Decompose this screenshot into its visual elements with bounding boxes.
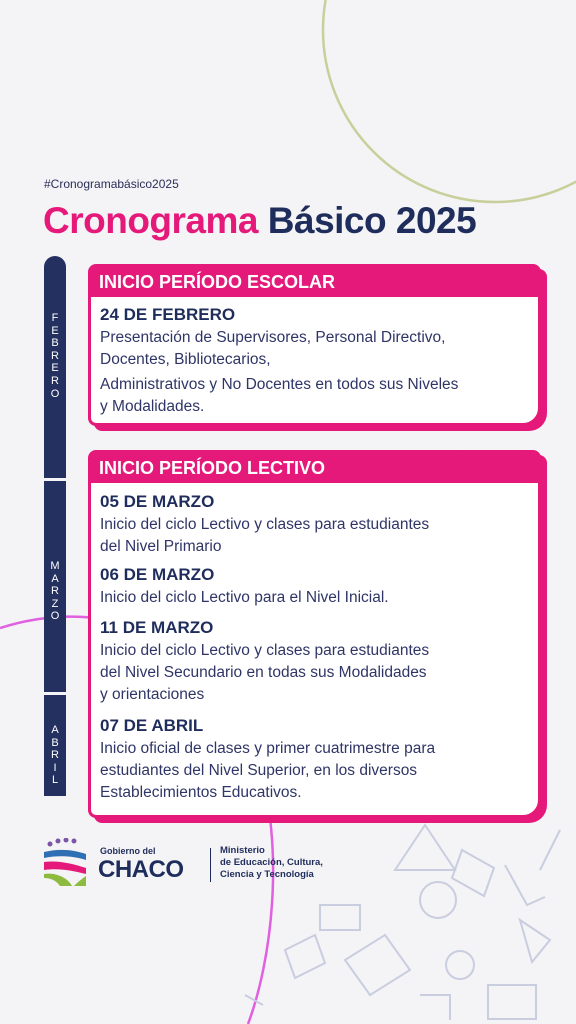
event-description-line: Presentación de Supervisores, Personal Directivo, xyxy=(100,329,446,346)
event-description xyxy=(100,640,429,706)
timeline-month-febrero: F E B R E R O xyxy=(50,312,60,400)
event-description xyxy=(100,327,458,418)
footer-separator xyxy=(210,848,211,882)
event-date: 07 DE ABRIL xyxy=(100,716,204,735)
event-description-line: Inicio del ciclo Lectivo para el Nivel Inicial. xyxy=(100,589,389,606)
event-description-line: del Nivel Secundario en todas sus Modalidades xyxy=(100,664,427,681)
month-timeline xyxy=(44,256,66,796)
ministry-name xyxy=(220,845,323,881)
timeline-divider xyxy=(44,692,66,695)
timeline-divider xyxy=(44,478,66,481)
event-description-line: Administrativos y No Docentes en todos sus Niveles xyxy=(100,376,459,393)
timeline-month-abril: A B R I L xyxy=(51,724,59,787)
event-description-line: Docentes, Bibliotecarios, xyxy=(100,351,271,368)
event-description xyxy=(100,738,435,804)
title-part-basico: Básico 2025 xyxy=(267,200,477,241)
ministry-line: Ministerio xyxy=(220,845,265,856)
event-description-line: Inicio del ciclo Lectivo y clases para estudiantes xyxy=(100,516,430,533)
event-description-line: y orientaciones xyxy=(100,686,205,703)
timeline-month-marzo: M A R Z O xyxy=(50,560,60,623)
event-date: 24 DE FEBRERO xyxy=(100,305,236,324)
event-description-line: Inicio del ciclo Lectivo y clases para estudiantes xyxy=(100,642,430,659)
event-date: 06 DE MARZO xyxy=(100,565,215,584)
event-description-line: y Modalidades. xyxy=(100,398,205,415)
chaco-wordmark: CHACO xyxy=(98,856,184,883)
title-part-cronograma: Cronograma xyxy=(43,200,258,241)
card-header: INICIO PERÍODO LECTIVO xyxy=(91,453,538,483)
event-date: 11 DE MARZO xyxy=(100,618,214,637)
event-description xyxy=(100,514,429,558)
event-description xyxy=(100,587,389,609)
hashtag: #Cronogramabásico2025 xyxy=(44,177,179,191)
page-title xyxy=(43,200,476,242)
event-date: 05 DE MARZO xyxy=(100,492,215,511)
ministry-line: de Educación, Cultura, xyxy=(220,857,323,868)
gobierno-label: Gobierno del xyxy=(100,846,156,856)
event-description-line: del Nivel Primario xyxy=(100,538,222,555)
olive-ring-decoration xyxy=(323,0,576,202)
event-description-line: Inicio oficial de clases y primer cuatrimestre para xyxy=(100,740,436,757)
chaco-logo-icon xyxy=(40,838,92,890)
card-periodo-escolar xyxy=(88,264,541,426)
event-description-line: Establecimientos Educativos. xyxy=(100,784,302,801)
ministry-line: Ciencia y Tecnología xyxy=(220,869,314,880)
event-description-line: estudiantes del Nivel Superior, en los diversos xyxy=(100,762,418,779)
card-periodo-lectivo xyxy=(88,450,541,818)
card-header: INICIO PERÍODO ESCOLAR xyxy=(91,267,538,297)
